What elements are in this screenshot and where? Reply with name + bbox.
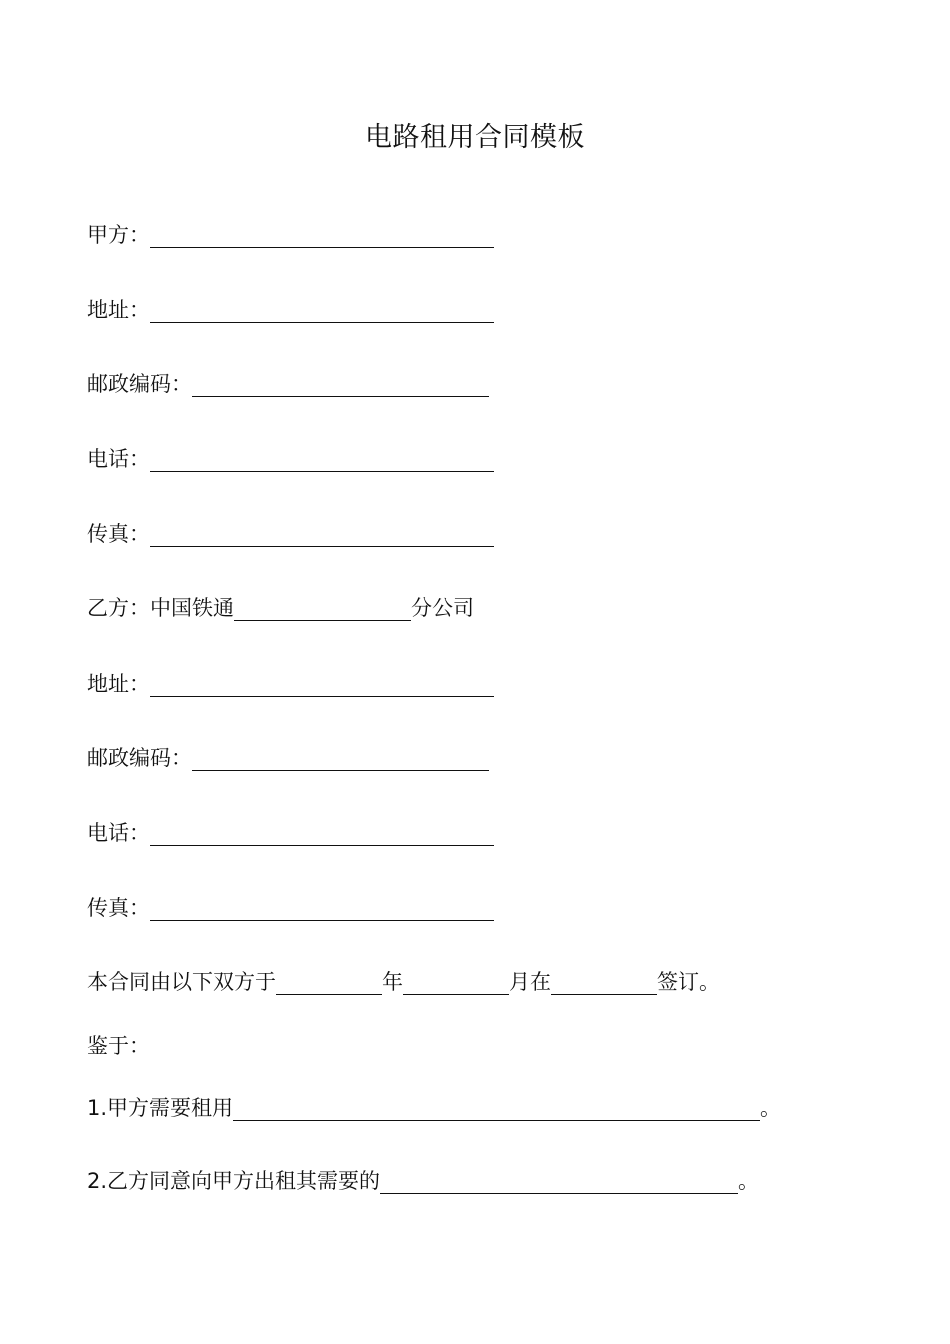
party-b-label: 乙方： (87, 596, 150, 620)
whereas-clause-1 (87, 1093, 781, 1123)
signing-place-blank[interactable] (551, 970, 657, 995)
party-b-line (87, 593, 474, 623)
clause-1-blank[interactable] (233, 1096, 760, 1121)
whereas-label: 鉴于： (87, 1034, 150, 1058)
party-b-company-prefix: 中国铁通 (150, 596, 234, 620)
party-b-phone-blank[interactable] (150, 821, 494, 846)
clause-2-blank[interactable] (380, 1169, 738, 1194)
party-a-address-label: 地址： (87, 298, 150, 322)
party-b-fax-label: 传真： (87, 896, 150, 920)
party-b-postcode-blank[interactable] (192, 746, 489, 771)
party-b-postcode-label: 邮政编码： (87, 746, 192, 770)
party-a-postcode-blank[interactable] (192, 372, 489, 397)
party-a-phone-label: 电话： (87, 447, 150, 471)
party-a-postcode-label: 邮政编码： (87, 372, 192, 396)
party-b-fax-blank[interactable] (150, 896, 494, 921)
signing-year-blank[interactable] (276, 970, 382, 995)
party-b-fax-line (87, 893, 494, 923)
party-a-address-blank[interactable] (150, 298, 494, 323)
clause-2-prefix: 2.乙方同意向甲方出租其需要的 (87, 1169, 381, 1193)
party-a-postcode-line (87, 369, 489, 399)
party-b-postcode-line (87, 743, 489, 773)
party-b-phone-label: 电话： (87, 821, 150, 845)
whereas-clause-2 (87, 1166, 759, 1196)
party-b-address-blank[interactable] (150, 672, 494, 697)
clause-2-suffix: 。 (738, 1169, 760, 1193)
party-a-fax-label: 传真： (87, 522, 150, 546)
signing-month-label: 月在 (509, 970, 551, 994)
clause-1-prefix: 1.甲方需要租用 (87, 1096, 234, 1120)
party-a-label: 甲方： (87, 223, 150, 247)
document-title: 电路租用合同模板 (365, 122, 585, 153)
signing-year-label: 年 (382, 970, 403, 994)
party-b-address-label: 地址： (87, 672, 150, 696)
signing-line (87, 967, 720, 997)
party-b-phone-line (87, 818, 494, 848)
party-b-company-suffix: 分公司 (411, 596, 474, 620)
party-b-address-line (87, 669, 494, 699)
party-a-address-line (87, 295, 494, 325)
party-a-blank[interactable] (150, 223, 494, 248)
party-a-fax-line (87, 519, 494, 549)
party-b-branch-blank[interactable] (234, 596, 411, 621)
party-a-phone-blank[interactable] (150, 447, 494, 472)
signing-suffix: 签订。 (657, 970, 720, 994)
party-a-fax-blank[interactable] (150, 522, 494, 547)
signing-prefix: 本合同由以下双方于 (87, 970, 276, 994)
whereas-line (87, 1031, 150, 1061)
clause-1-suffix: 。 (760, 1096, 782, 1120)
signing-month-blank[interactable] (403, 970, 509, 995)
party-a-phone-line (87, 444, 494, 474)
party-a-line (87, 220, 494, 250)
